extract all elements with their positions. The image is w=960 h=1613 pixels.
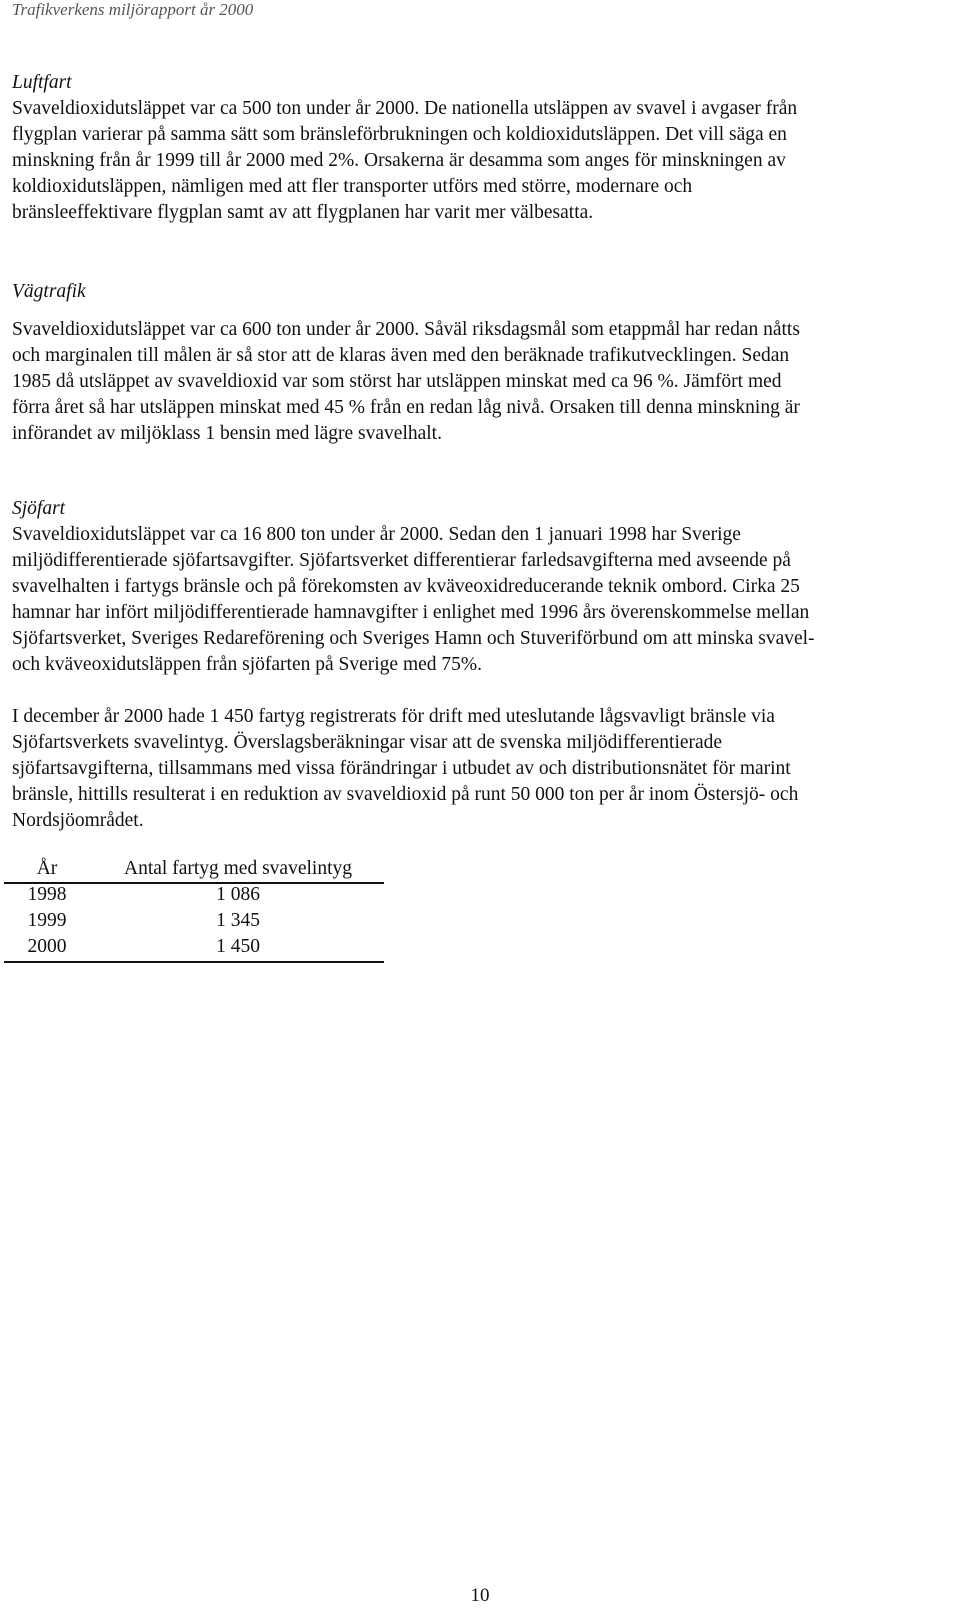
text-line: hamnar har infört miljödifferentierade hamnavgifter i enlighet med 1996 års överenskommelse mellan [12,602,810,623]
text-line: bränsleeffektivare flygplan samt av att flygplanen har varit mer välbesatta. [12,202,594,223]
table-row [4,934,384,960]
paragraph [12,522,942,678]
text-line: och kväveoxidutsläppen från sjöfarten på Sverige med 75%. [12,654,483,675]
paragraph [12,317,942,447]
text-line: miljödifferentierade sjöfartsavgifter. Sjöfartsverket differentierar farledsavgifterna med avseende på [12,550,791,571]
text-line: Sjöfartsverket, Sveriges Redareförening och Sveriges Hamn och Stuveriförbund om att minska svavel- [12,628,815,649]
table-header-cell: År [36,858,58,879]
text-line: Nordsjöområdet. [12,810,144,831]
svavelintyg-table [4,856,384,960]
section-vagtrafik [12,279,942,447]
paragraph [12,704,942,834]
text-line: förra året så har utsläppen minskat med 45 % från en redan låg nivå. Orsaken till denna minskning är [12,397,800,418]
text-line: Svaveldioxidutsläppet var ca 500 ton under år 2000. De nationella utsläppen av svavel i avgaser från [12,98,798,119]
paragraph [12,96,942,226]
text-line: Sjöfartsverkets svavelintyg. Överslagsberäkningar visar att de svenska miljödifferentierade [12,732,723,753]
table-cell: 1 345 [216,910,260,931]
text-line: koldioxidutsläppen, nämligen med att fler transporter utförs med större, modernare och [12,176,693,197]
table-header-row [4,856,384,882]
text-line: och marginalen till målen är så stor att de klaras även med den beräknade trafikutvecklingen. Sedan [12,345,790,366]
section-heading: Vägtrafik [12,281,86,302]
text-line: bränsle, hittills resulterat i en reduktion av svaveldioxid på runt 50 000 ton per år inom Östersjö- och [12,784,799,805]
text-line: I december år 2000 hade 1 450 fartyg registrerats för drift med uteslutande lågsvavligt bränsle via [12,706,775,727]
page-number: 10 [470,1585,490,1606]
text-line: införandet av miljöklass 1 bensin med lägre svavelhalt. [12,423,442,444]
table-row [4,908,384,934]
text-line: sjöfartsavgifterna, tillsammans med vissa förändringar i utbudet av och distributionsnätet för marint [12,758,791,779]
section-sjofart [12,496,942,834]
table-rule-bottom [4,961,384,963]
table-cell: 2000 [27,936,67,957]
table-cell: 1998 [27,884,67,905]
text-line: flygplan varierar på samma sätt som bränsleförbrukningen och koldioxidutsläppen. Det vill säga en [12,124,787,145]
running-header: Trafikverkens miljörapport år 2000 [12,0,254,19]
table-cell: 1999 [27,910,67,931]
table-header-cell: Antal fartyg med svavelintyg [124,858,352,879]
table-cell: 1 086 [216,884,260,905]
text-line: Svaveldioxidutsläppet var ca 16 800 ton under år 2000. Sedan den 1 januari 1998 har Sverige [12,524,741,545]
section-heading: Luftfart [12,72,72,93]
text-line: 1985 då utsläppet av svaveldioxid var som störst har utsläppen minskat med ca 96 %. Jämfört med [12,371,782,392]
table-row [4,882,384,908]
text-line: Svaveldioxidutsläppet var ca 600 ton under år 2000. Såväl riksdagsmål som etappmål har redan nåtts [12,319,800,340]
text-line: svavelhalten i fartygs bränsle och på förekomsten av kväveoxidreducerande teknik ombord. Cirka 25 [12,576,800,597]
table-cell: 1 450 [216,936,260,957]
section-luftfart [12,70,942,226]
section-heading: Sjöfart [12,498,66,519]
text-line: minskning från år 1999 till år 2000 med 2%. Orsakerna är desamma som anges för minskningen av [12,150,786,171]
